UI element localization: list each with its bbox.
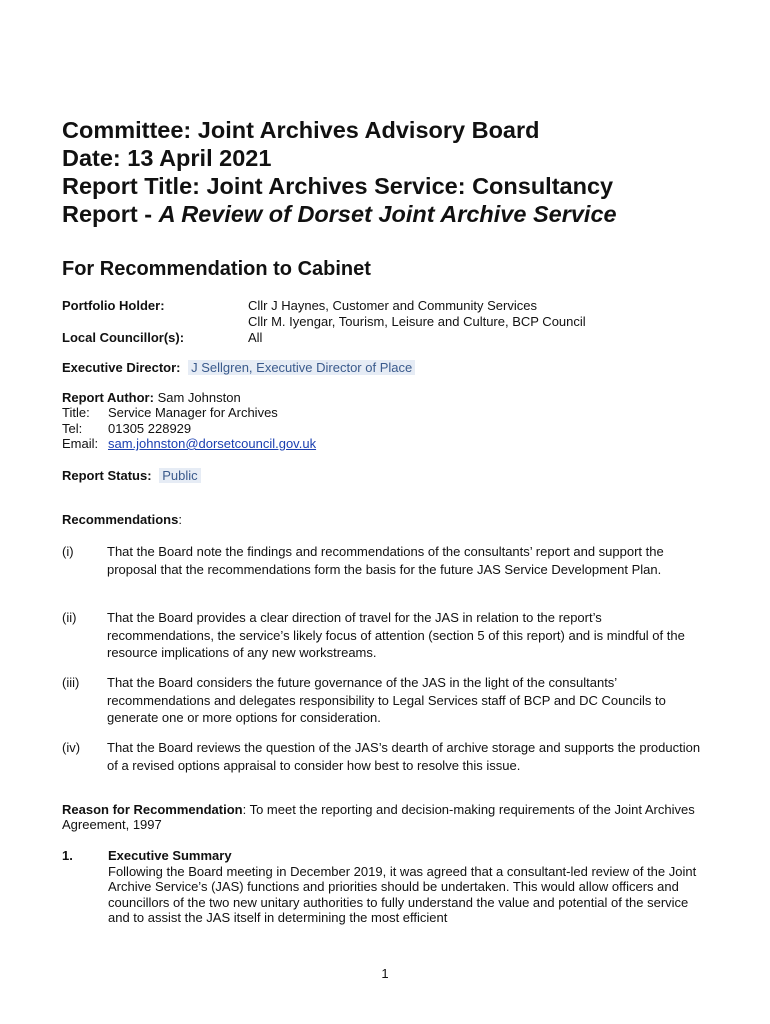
author-title-label: Title: (62, 405, 90, 420)
portfolio-holder-label: Portfolio Holder: (62, 298, 165, 313)
report-title-block (62, 116, 742, 228)
author-email-label: Email: (62, 436, 99, 451)
recommendations-heading-colon: : (178, 512, 182, 527)
executive-director-label: Executive Director: (62, 360, 181, 375)
executive-summary-heading: Executive Summary (108, 848, 232, 863)
report-title-line: Report Title: Joint Archives Service: Consultancy (62, 173, 614, 199)
reason-text: : To meet the reporting and decision-making requirements of the Joint Archives Agreement, 1997 (62, 802, 695, 832)
author-tel-label: Tel: (62, 421, 83, 436)
page-number: 1 (381, 966, 389, 981)
reason-label: Reason for Recommendation (62, 802, 243, 817)
local-councillor-value: All (248, 330, 263, 345)
section-heading: For Recommendation to Cabinet (62, 258, 371, 280)
report-author-row (62, 390, 241, 406)
reason-for-recommendation (62, 802, 712, 832)
recommendations-heading-text: Recommendations (62, 512, 179, 527)
author-tel-value: 01305 228929 (108, 421, 192, 436)
recommendation-text: That the Board note the findings and recommendations of the consultants’ report and support the proposal that the recommendations form the basis for the future JAS Service Development Plan. (107, 544, 664, 577)
report-author-name: Sam Johnston (157, 390, 241, 405)
committee-line: Committee: Joint Archives Advisory Board (62, 117, 540, 143)
report-author-label: Report Author: (62, 390, 154, 405)
report-subtitle-italic: A Review of Dorset Joint Archive Service (158, 201, 617, 227)
date-line: Date: 13 April 2021 (62, 145, 272, 171)
recommendation-number: (iii) (62, 675, 80, 690)
recommendation-text: That the Board considers the future governance of the JAS in the light of the consultants’ recommendations and delegates responsibility to Legal Services staff of BCP and DC Councils to generate one or more options for consideration. (107, 675, 666, 725)
executive-director-field[interactable]: J Sellgren, Executive Director of Place (188, 360, 415, 375)
recommendation-number: (i) (62, 544, 74, 559)
recommendation-text: That the Board provides a clear direction of travel for the JAS in relation to the report’s recommendations, the service’s likely focus of attention (section 5 of this report) and is mindful of the resource implications of any new workstreams. (107, 610, 685, 660)
summary-section-number: 1. (62, 848, 73, 863)
author-email-link[interactable]: sam.johnston@dorsetcouncil.gov.uk (108, 436, 317, 451)
local-councillor-label: Local Councillor(s): (62, 330, 185, 345)
executive-director-row (62, 360, 415, 376)
author-title-value: Service Manager for Archives (108, 405, 278, 420)
portfolio-holder-value-2: Cllr M. Iyengar, Tourism, Leisure and Culture, BCP Council (248, 314, 586, 329)
report-subtitle-prefix: Report - (62, 201, 159, 227)
recommendation-text: That the Board reviews the question of the JAS’s dearth of archive storage and supports the production of a revised options appraisal to consider how best to resolve this issue. (107, 740, 701, 773)
executive-summary-text: Following the Board meeting in December 2019, it was agreed that a consultant-led review of the Joint Archive Service’s (JAS) functions and priorities should be undertaken. This would allow officers and councillors of the two new unitary authorities to fully understand the value and potential of the service and to assist the JAS itself in determining the most efficient (108, 863, 697, 925)
report-status-label: Report Status: (62, 468, 152, 483)
portfolio-holder-value-1: Cllr J Haynes, Customer and Community Services (248, 298, 537, 313)
recommendation-number: (iv) (62, 740, 81, 755)
executive-summary (108, 848, 708, 926)
recommendations-heading (62, 512, 182, 528)
recommendation-number: (ii) (62, 610, 77, 625)
report-status-row (62, 468, 201, 484)
report-status-field[interactable]: Public (159, 468, 200, 483)
report-subtitle-line (62, 200, 742, 228)
